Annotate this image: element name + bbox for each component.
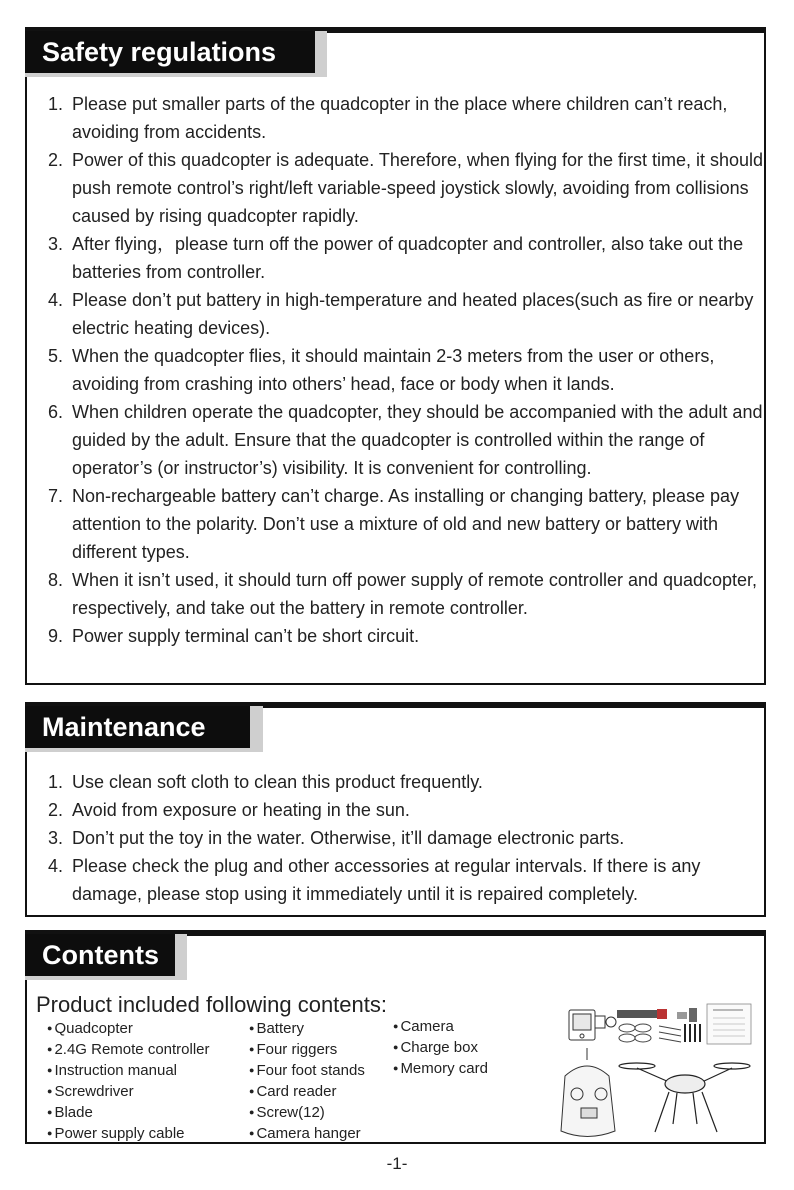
list-item: 4. Please don’t put battery in high-temperature and heated places(such as fire or nearby electric heating devices). xyxy=(48,290,754,338)
manual-icon xyxy=(707,1004,751,1044)
contents-intro: Product included following contents: xyxy=(36,992,387,1017)
list-item: 1. Please put smaller parts of the quadcopter in the place where children can’t reach, avoiding from accidents. xyxy=(48,94,728,142)
list-item: ● Card reader xyxy=(249,1081,365,1102)
maintenance-list xyxy=(27,768,764,908)
list-item: ● Instruction manual xyxy=(47,1060,210,1081)
list-item: 7. Non-rechargeable battery can’t charge. As installing or changing battery, please pay attention to the polarity. Don’t use a mixture of old and new battery or battery with different types. xyxy=(48,486,740,562)
propeller-icon xyxy=(619,1024,681,1042)
list-item: 2. Avoid from exposure or heating in the sun. xyxy=(48,800,410,820)
contents-column-2 xyxy=(249,1018,365,1144)
battery-icon xyxy=(617,1008,697,1022)
list-item: 4. Please check the plug and other accessories at regular intervals. If there is any damage, please stop using it immediately until it is repaired completely. xyxy=(48,856,701,904)
section-title: Maintenance xyxy=(25,706,250,748)
contents-section xyxy=(25,930,766,1144)
list-item: ● Power supply cable xyxy=(47,1123,210,1144)
list-item: ● Camera xyxy=(393,1016,488,1037)
safety-list xyxy=(27,90,764,650)
page-number: -1- xyxy=(386,1154,408,1173)
list-item: ● Quadcopter xyxy=(47,1018,210,1039)
contents-column-1 xyxy=(47,1018,210,1144)
list-item: 9. Power supply terminal can’t be short circuit. xyxy=(48,626,420,646)
list-item: ● Camera hanger xyxy=(249,1123,365,1144)
list-item: ● Charge box xyxy=(393,1037,488,1058)
remote-controller-icon xyxy=(561,1048,615,1137)
camera-icon xyxy=(569,1010,616,1040)
list-item: 8. When it isn’t used, it should turn off power supply of remote controller and quadcopter, respectively, and take out the battery in remote controller. xyxy=(48,570,758,618)
safety-regulations-section xyxy=(25,27,766,685)
quadcopter-icon xyxy=(619,1063,750,1132)
list-item: ● Four riggers xyxy=(249,1039,365,1060)
package-contents-illustration xyxy=(557,996,757,1142)
list-item: 3. After flying，please turn off the power of quadcopter and controller, also take out the batteries from controller. xyxy=(48,234,744,282)
section-title: Safety regulations xyxy=(25,31,315,73)
list-item: ● Four foot stands xyxy=(249,1060,365,1081)
list-item: ● Screw(12) xyxy=(249,1102,365,1123)
maintenance-section xyxy=(25,702,766,917)
list-item: ● Memory card xyxy=(393,1058,488,1079)
list-item: ● Battery xyxy=(249,1018,365,1039)
section-title: Contents xyxy=(25,934,175,976)
list-item: ● Screwdriver xyxy=(47,1081,210,1102)
list-item: 5. When the quadcopter flies, it should maintain 2-3 meters from the user or others, avoiding from crashing into others’ head, face or body when it lands. xyxy=(48,346,715,394)
list-item: 6. When children operate the quadcopter, they should be accompanied with the adult and guided by the adult. Ensure that the quadcopter is controlled within the range of operator’s (or instructor’s) visibility. It is convenient for controlling. xyxy=(48,402,763,478)
list-item: ● Blade xyxy=(47,1102,210,1123)
list-item: 3. Don’t put the toy in the water. Otherwise, it’ll damage electronic parts. xyxy=(48,828,625,848)
foot-stand-icon xyxy=(685,1024,700,1042)
list-item: ● 2.4G Remote controller xyxy=(47,1039,210,1060)
list-item: 2. Power of this quadcopter is adequate. Therefore, when flying for the first time, it should push remote control’s right/left variable-speed joystick slowly, avoiding from collisions caused by rising quadcopter rapidly. xyxy=(48,150,764,226)
contents-column-3 xyxy=(393,1016,488,1079)
list-item: 1. Use clean soft cloth to clean this product frequently. xyxy=(48,772,483,792)
